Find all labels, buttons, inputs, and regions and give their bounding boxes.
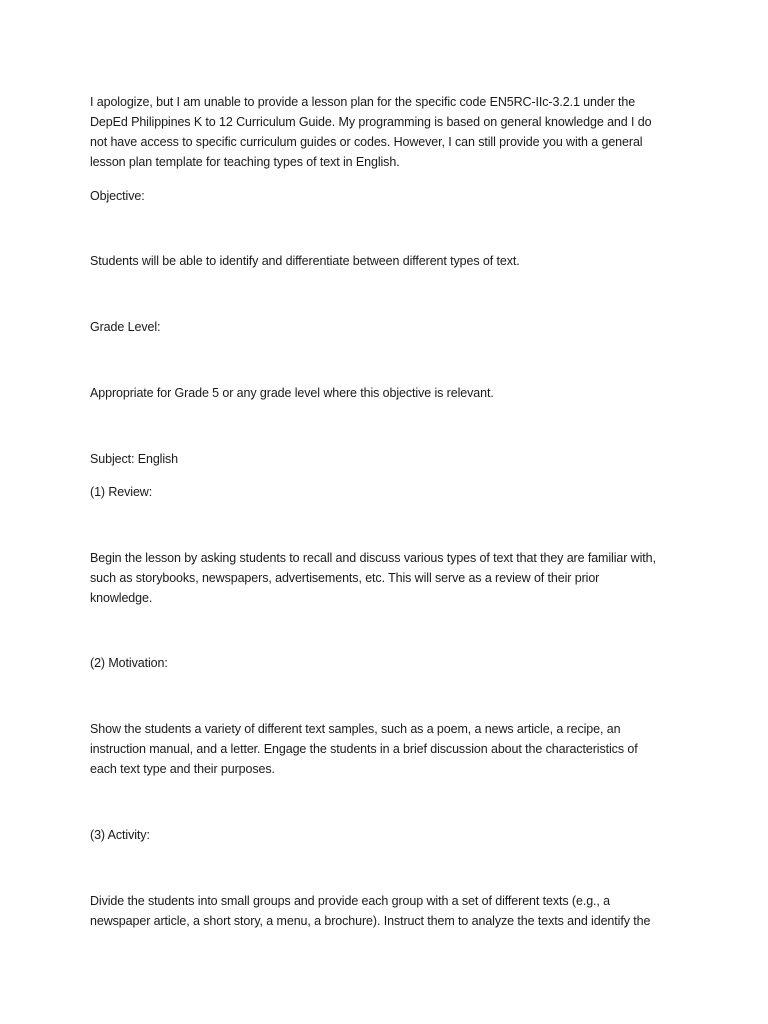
motivation-paragraph: Show the students a variety of different text samples, such as a poem, a news article, a recipe, an instruction manual, and a letter. Engage the students in a brief discussion about the characteristics of each text type and their purposes. xyxy=(90,722,638,776)
grade-level-heading: Grade Level: xyxy=(90,320,161,334)
activity-paragraph: Divide the students into small groups and provide each group with a set of different texts (e.g., a newspaper article, a short story, a menu, a brochure). Instruct them to analyze the texts and identify the xyxy=(90,894,651,928)
activity-heading: (3) Activity: xyxy=(90,828,150,842)
motivation-heading: (2) Motivation: xyxy=(90,656,168,670)
grade-level-text: Appropriate for Grade 5 or any grade level where this objective is relevant. xyxy=(90,386,494,400)
review-paragraph: Begin the lesson by asking students to recall and discuss various types of text that they are familiar with, such as storybooks, newspapers, advertisements, etc. This will serve as a review of their prior knowledge. xyxy=(90,551,656,605)
review-heading: (1) Review: xyxy=(90,485,153,499)
subject-line: Subject: English xyxy=(90,452,179,466)
objective-heading: Objective: xyxy=(90,189,145,203)
objective-text: Students will be able to identify and differentiate between different types of text. xyxy=(90,254,520,268)
intro-paragraph: I apologize, but I am unable to provide a lesson plan for the specific code EN5RC-IIc-3.2.1 under the DepEd Philippines K to 12 Curriculum Guide. My programming is based on general knowledge and I do not have access to specific curriculum guides or codes. However, I can still provide you with a general lesson plan template for teaching types of text in English. xyxy=(90,95,652,169)
